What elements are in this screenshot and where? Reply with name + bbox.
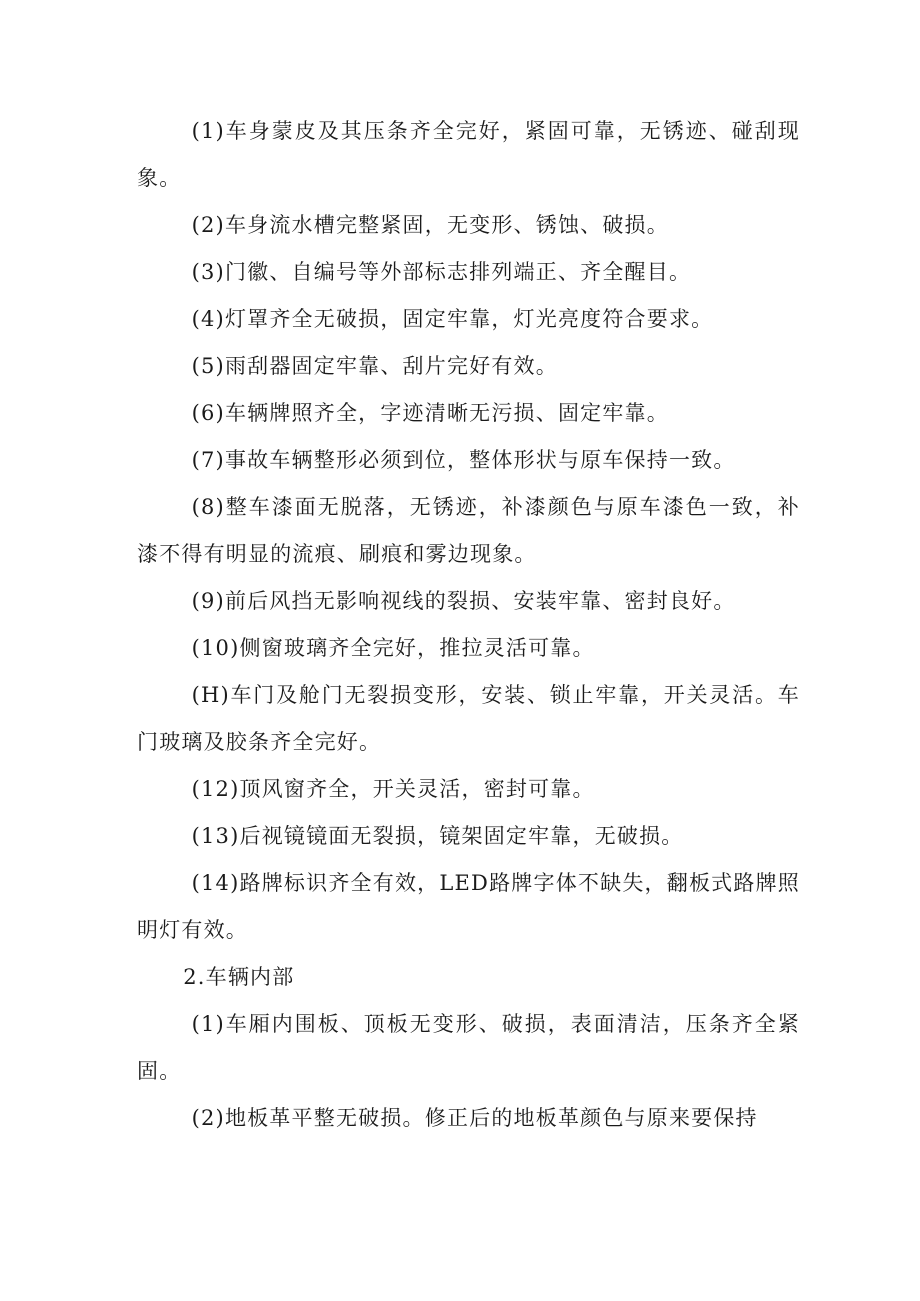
paragraph-6: (6)车辆牌照齐全，字迹清晰无污损、固定牢靠。 <box>191 401 669 425</box>
paragraph-4: (4)灯罩齐全无破损，固定牢靠，灯光亮度符合要求。 <box>191 307 714 331</box>
paragraph-9: (9)前后风挡无影响视线的裂损、安装牢靠、密封良好。 <box>191 589 736 613</box>
paragraph-5: (5)雨刮器固定牢靠、刮片完好有效。 <box>191 354 558 378</box>
paragraph-7: (7)事故车辆整形必须到位，整体形状与原车保持一致。 <box>191 448 736 472</box>
paragraph-15: (1)车厢内围板、顶板无变形、破损，表面清洁，压条齐全紧固。 <box>137 1012 800 1083</box>
paragraph-10: (10)侧窗玻璃齐全完好，推拉灵活可靠。 <box>191 636 595 660</box>
paragraph-1: (1)车身蒙皮及其压条齐全完好，紧固可靠，无锈迹、碰刮现象。 <box>137 119 800 190</box>
paragraph-8: (8)整车漆面无脱落，无锈迹，补漆颜色与原车漆色一致，补漆不得有明显的流痕、刷痕和雾边现象。 <box>137 495 800 566</box>
paragraph-16: (2)地板革平整无破损。修正后的地板革颜色与原来要保持 <box>191 1106 758 1130</box>
paragraph-3: (3)门徽、自编号等外部标志排列端正、齐全醒目。 <box>191 260 692 284</box>
paragraph-2: (2)车身流水槽完整紧固，无变形、锈蚀、破损。 <box>191 213 669 237</box>
section-heading: 2.车辆内部 <box>183 965 295 989</box>
paragraph-13: (13)后视镜镜面无裂损，镜架固定牢靠，无破损。 <box>191 824 684 848</box>
paragraph-11: (H)车门及舱门无裂损变形，安装、锁止牢靠，开关灵活。车门玻璃及胶条齐全完好。 <box>137 683 800 754</box>
paragraph-14: (14)路牌标识齐全有效，LED路牌字体不缺失，翻板式路牌照明灯有效。 <box>137 871 800 942</box>
paragraph-12: (12)顶风窗齐全，开关灵活，密封可靠。 <box>191 777 595 801</box>
